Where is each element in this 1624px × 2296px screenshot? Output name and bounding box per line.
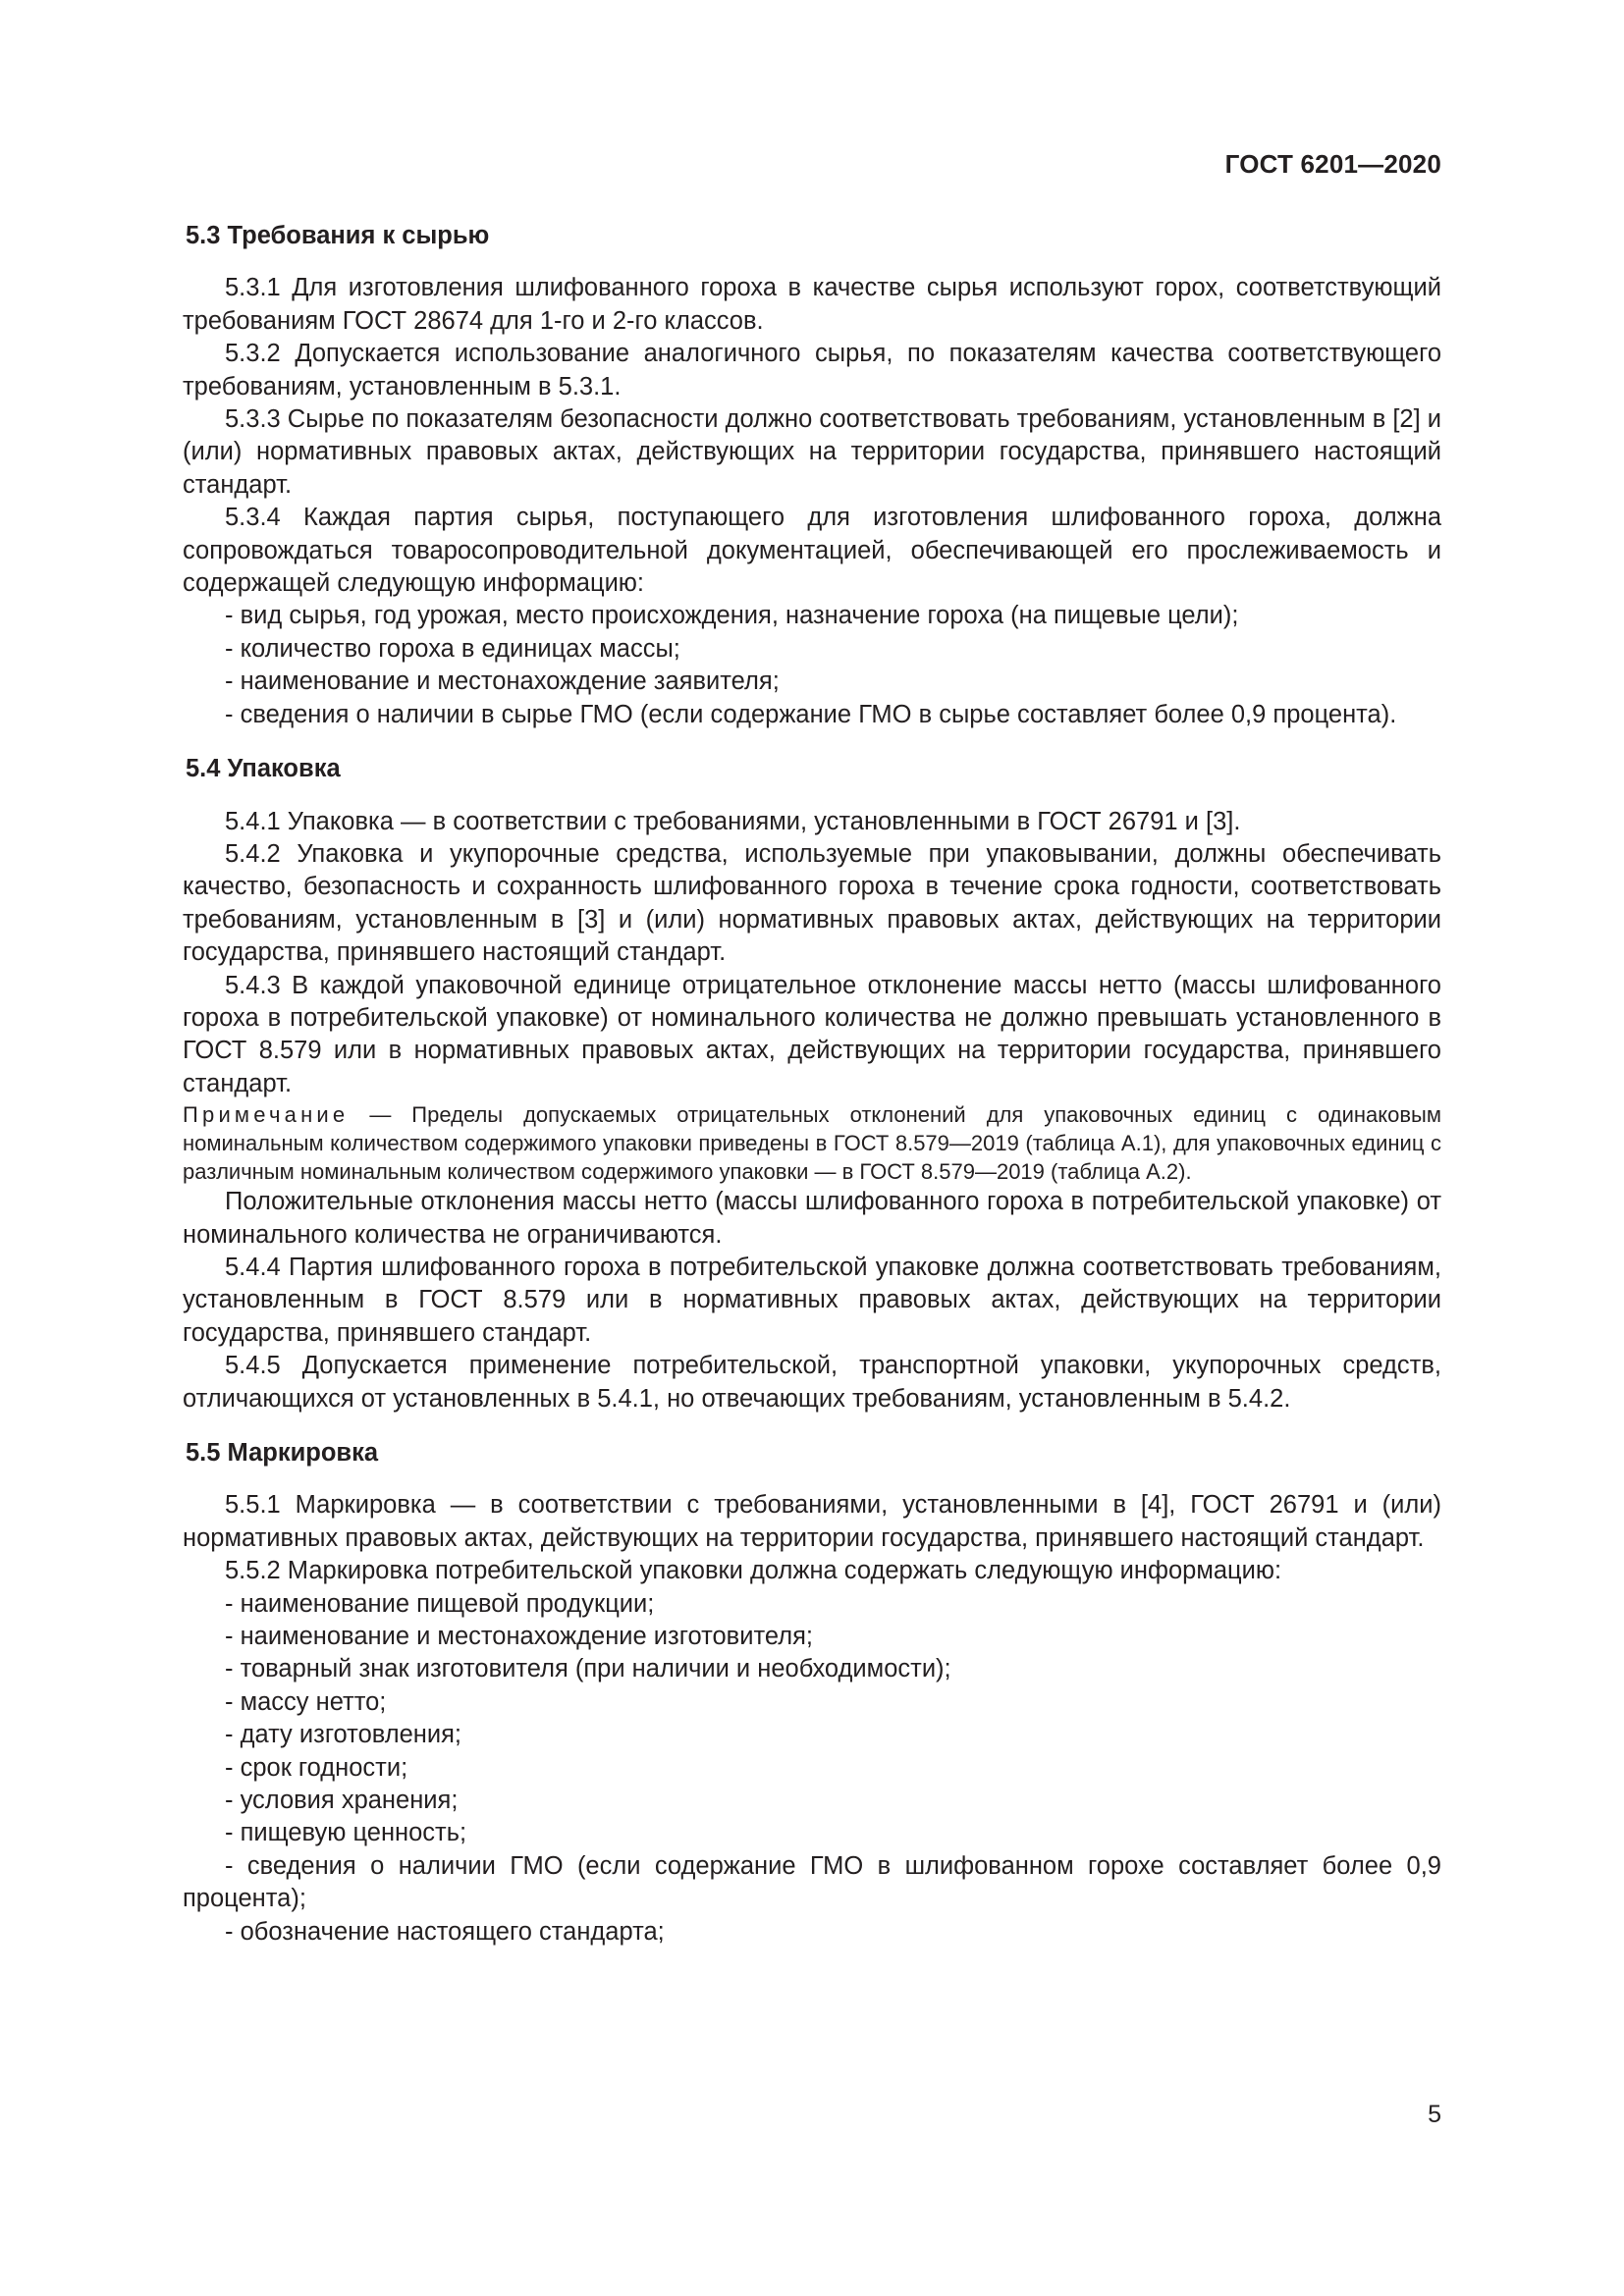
list-item: - наименование и местонахождение заявителя;: [225, 667, 780, 696]
paragraph-5-3-2: 5.3.2 Допускается использование аналогичного сырья, по показателям качества соответствующего требованиям, установленным в 5.3.1.: [183, 340, 1441, 400]
section-title-5-5: 5.5 Маркировка: [186, 1439, 379, 1467]
paragraph-5-3-1: 5.3.1 Для изготовления шлифованного гороха в качестве сырья используют горох, соответствующий требованиям ГОСТ 28674 для 1-го и 2-го классов.: [183, 274, 1441, 335]
list-item: - количество гороха в единицах массы;: [225, 634, 680, 663]
list-item: - условия хранения;: [225, 1787, 459, 1815]
document-code: ГОСТ 6201—2020: [1224, 149, 1441, 179]
section-title-5-3: 5.3 Требования к сырью: [186, 222, 490, 249]
paragraph-5-4-4: 5.4.4 Партия шлифованного гороха в потребительской упаковке должна соответствовать требованиям, установленным в ГОСТ 8.579 или в нормативных правовых актах, действующих на территории государства, принявшего стандарт.: [183, 1253, 1441, 1347]
paragraph-5-4-2: 5.4.2 Упаковка и укупорочные средства, используемые при упаковывании, должны обеспечивать качество, безопасность и сохранность шлифованного гороха в течение срока годности, соответствовать требованиям, установленным в [3] и (или) нормативных правовых актах, действующих на территории государства, принявшего настоящий стандарт.: [183, 839, 1441, 967]
paragraph-5-5-2: 5.5.2 Маркировка потребительской упаковки должна содержать следующую информацию:: [225, 1557, 1282, 1585]
paragraph-5-4-5: 5.4.5 Допускается применение потребительской, транспортной упаковки, укупорочных средств, отличающихся от установленных в 5.4.1, но отвечающих требованиям, установленным в 5.4.2.: [183, 1352, 1441, 1413]
page-number: 5: [1428, 2101, 1441, 2128]
list-item: - наименование и местонахождение изготовителя;: [225, 1623, 813, 1651]
paragraph-5-4-1: 5.4.1 Упаковка — в соответствии с требованиями, установленными в ГОСТ 26791 и [3].: [225, 807, 1241, 835]
document-body: [183, 220, 1441, 1949]
list-item: - вид сырья, год урожая, место происхождения, назначение гороха (на пищевые цели);: [225, 602, 1239, 630]
paragraph-positive-deviation: Положительные отклонения массы нетто (массы шлифованного гороха в потребительской упаковке) от номинального количества не ограничиваются.: [183, 1188, 1441, 1249]
note-text: — Пределы допускаемых отрицательных отклонений для упаковочных единиц с одинаковым номинальным количеством содержимого упаковки приведены в ГОСТ 8.579—2019 (таблица А.1), для упаковочных единиц с различным номинальным количеством содержимого упаковки — в ГОСТ 8.579—2019 (таблица А.2).: [183, 1102, 1441, 1185]
list-item: - наименование пищевой продукции;: [225, 1589, 655, 1618]
list-item: - сведения о наличии ГМО (если содержание ГМО в шлифованном горохе составляет более 0,9 процента);: [183, 1851, 1441, 1913]
paragraph-5-3-4: 5.3.4 Каждая партия сырья, поступающего для изготовления шлифованного гороха, должна сопровождаться товаросопроводительной документацией, обеспечивающей его прослеживаемость и содержащей следующую информацию:: [183, 504, 1441, 598]
paragraph-5-4-3: 5.4.3 В каждой упаковочной единице отрицательное отклонение массы нетто (массы шлифованного гороха в потребительской упаковке) от номинального количества не должно превышать установленного в ГОСТ 8.579 или в нормативных правовых актах, действующих на территории государства, принявшего стандарт.: [183, 971, 1441, 1097]
list-item: - обозначение настоящего стандарта;: [225, 1917, 665, 1946]
paragraph-5-5-1: 5.5.1 Маркировка — в соответствии с требованиями, установленными в [4], ГОСТ 26791 и (или) нормативных правовых актах, действующих на территории государства, принявшего настоящий стандарт.: [183, 1491, 1441, 1552]
section-title-5-4: 5.4 Упаковка: [186, 755, 341, 783]
list-item: - пищевую ценность;: [225, 1819, 467, 1847]
list-item: - дату изготовления;: [225, 1721, 461, 1749]
paragraph-5-3-3: 5.3.3 Сырье по показателям безопасности должно соответствовать требованиям, установленным в [2] и (или) нормативных правовых актах, действующих на территории государства, принявшего настоящий стандарт.: [183, 405, 1442, 499]
list-item: - сведения о наличии в сырье ГМО (если содержание ГМО в сырье составляет более 0,9 процента).: [225, 700, 1397, 728]
note-label: Примечание: [183, 1102, 350, 1128]
list-item: - товарный знак изготовителя (при наличии и необходимости);: [225, 1655, 951, 1683]
note: [183, 1100, 1441, 1186]
list-item: - массу нетто;: [225, 1687, 387, 1716]
list-item: - срок годности;: [225, 1753, 408, 1782]
